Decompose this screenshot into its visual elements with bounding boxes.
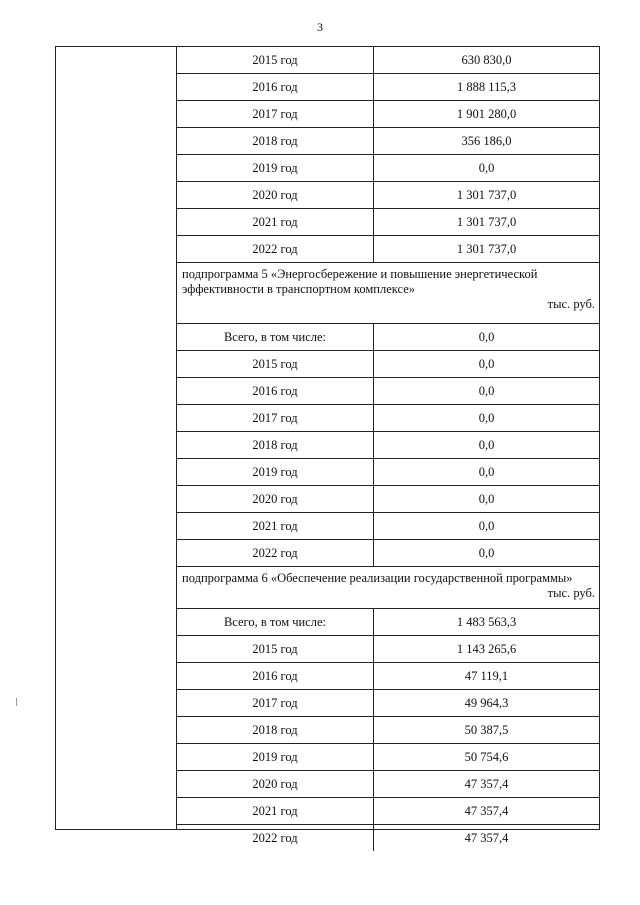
amount-cell: 49 964,3: [464, 695, 509, 710]
table-row: [177, 609, 599, 636]
amount-cell: 1 483 563,3: [456, 614, 517, 629]
year-cell: 2017 год: [177, 690, 374, 716]
amount-cell: 47 357,4: [464, 830, 509, 845]
table-row: [177, 351, 599, 378]
amount-cell: 0,0: [478, 491, 495, 506]
subprogram-title: подпрограмма 5 «Энергосбережение и повышение энергетической эффективности в транспортном комплексе»: [182, 267, 538, 296]
table-row: [177, 155, 599, 182]
year-cell: 2016 год: [177, 74, 374, 100]
page-number: 3: [317, 20, 323, 34]
total-label-cell: Всего, в том числе:: [177, 324, 374, 350]
year-cell: 2016 год: [177, 663, 374, 689]
year-cell: 2018 год: [177, 128, 374, 154]
table-row: [177, 182, 599, 209]
table-row: [177, 405, 599, 432]
table-row: [177, 459, 599, 486]
year-cell: 2016 год: [177, 378, 374, 404]
year-cell: 2017 год: [177, 405, 374, 431]
amount-cell: 1 888 115,3: [457, 79, 516, 94]
table-row: [177, 663, 599, 690]
funding-table: [55, 46, 600, 845]
unit-label: тыс. руб.: [547, 586, 595, 600]
total-label-cell: Всего, в том числе:: [177, 609, 374, 635]
year-cell: 2021 год: [177, 513, 374, 539]
amount-cell: 50 387,5: [464, 722, 509, 737]
amount-cell: 0,0: [478, 464, 495, 479]
left-column-cell: [56, 47, 177, 829]
table-row: [177, 540, 599, 567]
year-cell: 2015 год: [177, 47, 374, 73]
year-cell: 2020 год: [177, 771, 374, 797]
year-cell: 2022 год: [177, 236, 374, 262]
table-row: [177, 717, 599, 744]
year-cell: 2018 год: [177, 717, 374, 743]
subprogram-heading: [177, 567, 599, 609]
table-row: [177, 236, 599, 263]
year-cell: 2018 год: [177, 432, 374, 458]
table-row: [177, 378, 599, 405]
amount-cell: 0,0: [478, 545, 495, 560]
table-row: [177, 101, 599, 128]
amount-cell: 0,0: [478, 160, 495, 175]
table-row: [177, 209, 599, 236]
amount-cell: 47 357,4: [464, 776, 509, 791]
amount-cell: 0,0: [478, 329, 495, 344]
table-row: [177, 513, 599, 540]
subprogram-heading: [177, 263, 599, 324]
funding-table-body: [177, 47, 599, 851]
amount-cell: 1 301 737,0: [456, 241, 517, 256]
year-cell: 2021 год: [177, 209, 374, 235]
year-cell: 2022 год: [177, 825, 374, 851]
year-cell: 2019 год: [177, 155, 374, 181]
amount-cell: 1 901 280,0: [456, 106, 517, 121]
amount-cell: 0,0: [478, 356, 495, 371]
table-row: [177, 636, 599, 663]
unit-label: тыс. руб.: [547, 297, 595, 311]
amount-cell: 0,0: [478, 410, 495, 425]
table-row: [177, 771, 599, 798]
amount-cell: 356 186,0: [461, 133, 512, 148]
scan-artifact: [16, 698, 17, 706]
table-row: [177, 744, 599, 771]
amount-cell: 0,0: [478, 383, 495, 398]
table-row: [177, 825, 599, 851]
table-row: [177, 324, 599, 351]
amount-cell: 0,0: [478, 518, 495, 533]
year-cell: 2021 год: [177, 798, 374, 824]
table-row: [177, 486, 599, 513]
year-cell: 2020 год: [177, 486, 374, 512]
amount-cell: 50 754,6: [464, 749, 509, 764]
year-cell: 2017 год: [177, 101, 374, 127]
amount-cell: 1 143 265,6: [456, 641, 517, 656]
amount-cell: 47 119,1: [464, 668, 509, 683]
table-row: [177, 47, 599, 74]
table-row: [177, 690, 599, 717]
amount-cell: 0,0: [478, 437, 495, 452]
year-cell: 2019 год: [177, 744, 374, 770]
year-cell: 2020 год: [177, 182, 374, 208]
amount-cell: 630 830,0: [461, 52, 512, 67]
subprogram-title: подпрограмма 6 «Обеспечение реализации государственной программы»: [182, 571, 573, 585]
amount-cell: 1 301 737,0: [456, 187, 517, 202]
amount-cell: 47 357,4: [464, 803, 509, 818]
table-row: [177, 432, 599, 459]
year-cell: 2015 год: [177, 636, 374, 662]
year-cell: 2019 год: [177, 459, 374, 485]
amount-cell: 1 301 737,0: [456, 214, 517, 229]
table-row: [177, 798, 599, 825]
table-row: [177, 74, 599, 101]
year-cell: 2015 год: [177, 351, 374, 377]
year-cell: 2022 год: [177, 540, 374, 566]
table-row: [177, 128, 599, 155]
